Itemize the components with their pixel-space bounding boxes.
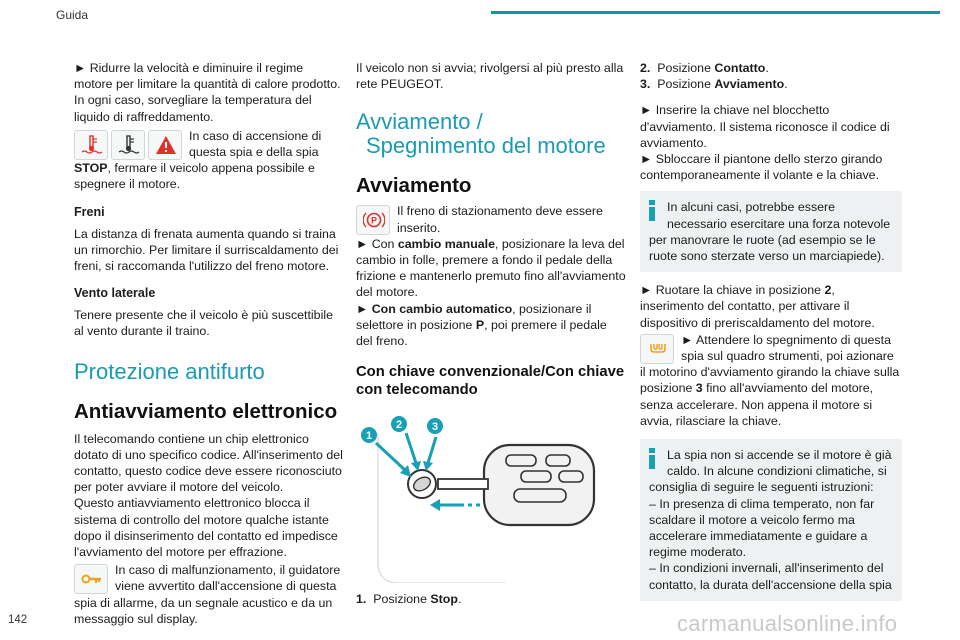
vento-text: Tenere presente che il veicolo è più suscettibile al vento durante il traino. [74,308,333,339]
position-2-bold: Contatto [714,61,766,75]
insert-key-text: ► Inserire la chiave nel blocchetto d'avviamento. Il sistema riconosce il codice di avviamento. [640,103,890,150]
manual-rest: , posizionare la leva del cambio in folle, premere a fondo il pedale della frizione e mantenerlo premuto fino all'avviamento del motore. [356,236,626,300]
malfunction-text: In caso di malfunzionamento, il guidatore viene avvertito dall'accensione di questa spia di allarme, da un segnale acustico e da un messaggio sul display. [74,563,341,626]
position-1-label: Posizione [373,592,431,607]
info-box-2-text-c: – In condizioni invernali, all'inserimento del contatto, la durata dell'accensione della spia [649,561,892,592]
parking-brake-icon [356,205,390,235]
stop-label: STOP [74,161,108,176]
position-1-number: 1. [356,592,367,607]
immobilizer-key-icon [74,564,108,594]
freni-text: La distanza di frenata aumenta quando si traina un rimorchio. Per limitare il surriscaldamento dei freni, si raccomanda l'utilizzo del freno motore. [74,226,339,274]
watermark: carmanualsonline.info [677,611,898,636]
page-number: 142 [8,614,28,626]
info-box-1 [640,191,902,272]
rotate-position-2: 2 [824,283,832,298]
warning-icon-group [74,130,185,160]
key-heading: Con chiave convenzionale/Con chiave con telecomando [356,364,625,399]
header-title: Guida [56,8,89,22]
parking-brake-text: Il freno di stazionamento deve essere inserito. [397,204,603,235]
wait-position-3: 3 [695,381,703,396]
freni-heading: Freni [74,204,105,219]
malfunction-icon-group [74,564,111,594]
auto-bold: ► Con cambio automatico [356,301,513,316]
info-icon [649,448,657,469]
warning-triangle-icon [148,130,182,160]
antiavviamento-text-1: Il telecomando contiene un chip elettronico dotato di uno specifico codice. All'inserimento del contatto, questo codice deve essere riconosciuto per poter avviare il motore del veicolo. [74,431,343,495]
section-heading [356,110,626,158]
info-box-2-text-b: – In presenza di clima temperato, non far scaldare il motore a veicolo fermo ma accelerare immediatamente e guidare a regime moderato. [649,496,875,560]
coolant-temperature-icon [74,130,108,160]
auto-gearbox-text [356,301,626,350]
position-1-bold: Stop [430,592,458,607]
malfunction-paragraph [74,562,344,627]
preheat-icon-group [640,334,677,364]
svg-text:P: P [370,215,378,226]
info-icon [649,200,657,221]
parking-brake-icon-group [356,205,393,235]
info-box-1-text: In alcuni casi, potrebbe essere necessario esercitare una forza notevole per manovrare le ruote (ad esempio se le ruote sono sterzate verso un marciapiede). [649,200,891,264]
position-2-number: 2. [640,61,651,75]
warning-text-b: , fermare il veicolo appena possibile e spegnere il motore. [74,161,315,192]
position-3-label: Posizione [657,77,715,92]
figure-label-1: 1 [365,430,373,443]
position-3-item [640,76,902,92]
rotate-key-text [640,282,902,331]
manual-bold: cambio manuale [397,236,495,251]
header-accent-bar [491,11,940,14]
antiavviamento-text-2: Questo antiavviamento elettronico blocca il sistema di controllo del motore qualche istante dopo il disinserimento del contatto ed impedisce l'avviamento del motore per effrazione. [74,496,338,560]
warning-paragraph [74,128,344,193]
parking-brake-paragraph [356,203,626,235]
column-3 [640,60,902,601]
column-2 [356,60,626,607]
speed-paragraph: ► Ridurre la velocità e diminuire il regime motore per limitare la quantità di calore prodotto. In ogni caso, sorvegliare la temperatura del liquido di raffreddamento. [74,61,341,124]
position-3-end: . [784,77,788,92]
auto-rest-a: , posizionare il selettore in posizione [356,301,592,332]
coolant-level-icon [111,130,145,160]
position-1-item [356,591,626,607]
antiavviamento-heading: Antiavviamento elettronico [74,399,338,423]
figure-label-2: 2 [395,419,403,432]
auto-rest-b: , poi premere il pedale del freno. [356,317,607,349]
unlock-steering-text: ► Sbloccare il piantone dello sterzo girando contemporaneamente il volante e la chiave. [640,152,883,183]
section-heading-line-1: Avviamento / [356,109,483,135]
vento-heading: Vento laterale [74,286,156,301]
rotate-b: , inserimento del contatto, per attivare il dispositivo di preriscaldamento del motore. [640,283,875,330]
avviamento-heading: Avviamento [356,174,472,198]
warning-text-a: In caso di accensione di questa spia e della spia [189,128,322,160]
ignition-key-figure [356,413,606,583]
position-2-end: . [765,61,769,75]
info-box-2 [640,439,902,601]
preheating-icon [640,334,674,364]
column-1 [74,60,344,627]
manual-prefix: ► Con [356,236,398,251]
wait-b: fino all'avviamento del motore, senza accelerare. Non appena il motore si avvia, rilasciare la chiave. [640,381,874,428]
section-heading-line-2: Spegnimento del motore [366,133,606,159]
auto-p: P [475,317,485,332]
rotate-a: ► Ruotare la chiave in posizione [640,283,825,298]
position-2-item [640,60,902,76]
position-3-number: 3. [640,77,651,92]
wait-a: ► Attendere lo spegnimento di questa spia sul quadro strumenti, poi azionare il motorino d'avviamento girando la chiave sulla posizione [640,332,900,396]
no-start-text: Il veicolo non si avvia; rivolgersi al più presto alla rete PEUGEOT. [356,61,624,92]
wait-preheat-paragraph [640,332,902,429]
position-3-bold: Avviamento [714,77,785,92]
position-1-end: . [457,592,462,607]
figure-label-3: 3 [431,421,439,434]
position-2-label: Posizione [657,61,715,75]
info-box-2-text-a: La spia non si accende se il motore è già caldo. In alcune condizioni climatiche, si consiglia di seguire le seguenti istruzioni: [649,448,892,495]
protezione-heading: Protezione antifurto [74,358,265,384]
manual-gearbox-text [356,236,626,301]
